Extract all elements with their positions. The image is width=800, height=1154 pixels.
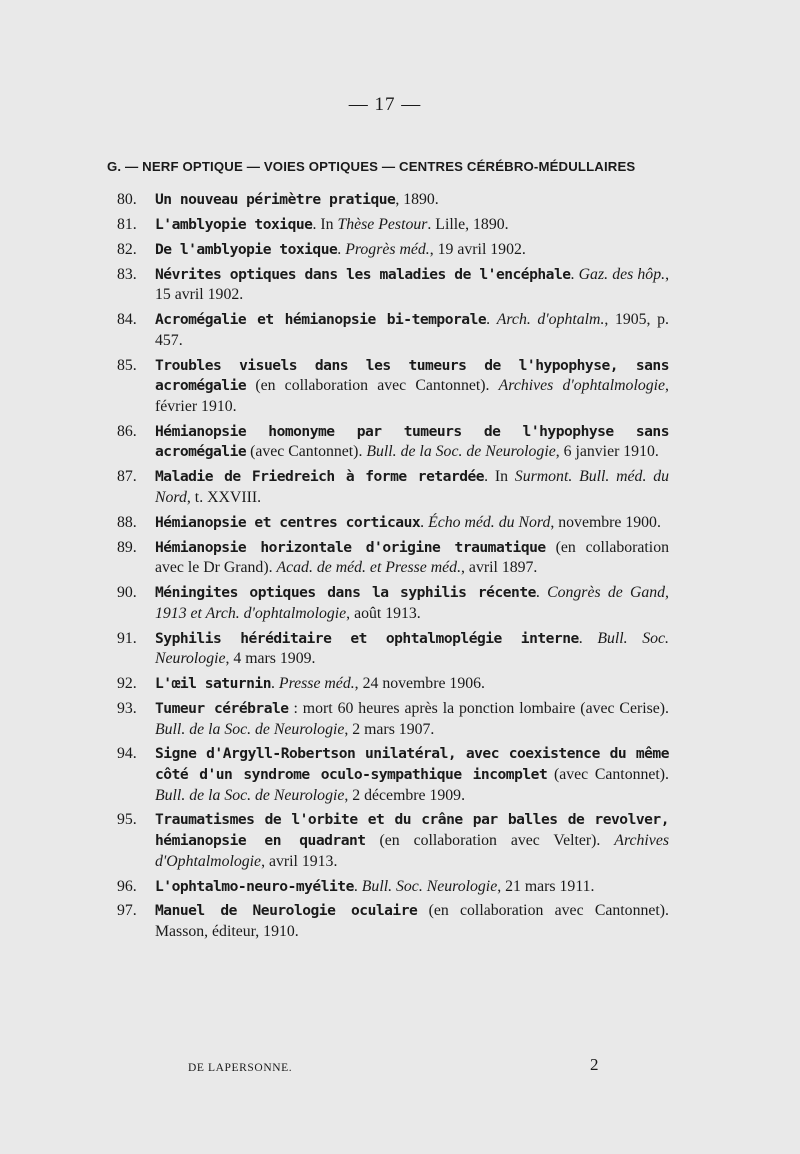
entry-source: Gaz. des hôp.: [578, 265, 666, 283]
list-item: [117, 744, 669, 806]
entry-number: 85.: [117, 356, 137, 374]
entry-text: (en collaboration avec Cantonnet). Masson, éditeur, 1910.: [155, 902, 669, 941]
entry-source: Bull. Soc. Neurologie: [155, 629, 669, 668]
list-item: [117, 467, 669, 508]
entry-number: 86.: [117, 422, 137, 440]
entry-title: Névrites optiques dans les maladies de l'encéphale: [155, 265, 571, 283]
entry-number: 84.: [117, 311, 137, 329]
entry-number: 93.: [117, 699, 137, 717]
entry-tail: , 1890.: [395, 191, 439, 208]
entry-number: 97.: [117, 902, 137, 920]
entry-text: . In: [484, 468, 515, 486]
entry-source: Acad. de méd. et Presse méd.: [276, 559, 462, 577]
entry-source: Écho méd. du Nord: [428, 513, 551, 531]
entry-title: L'ophtalmo-neuro-myélite: [155, 877, 354, 895]
entry-source: Bull. de la Soc. de Neurologie: [155, 786, 345, 804]
entry-source: Archives d'ophtalmologie: [498, 377, 666, 395]
entry-number: 90.: [117, 584, 137, 602]
entry-text: . In: [312, 215, 338, 233]
entry-text: (en collaboration avec le Dr Grand).: [155, 538, 669, 577]
entry-title: Traumatismes de l'orbite et du crâne par balles de revolver, hémianopsie en quadrant: [155, 811, 669, 850]
entry-tail: , 6 janvier 1910.: [555, 443, 659, 461]
entry-text: .: [578, 629, 598, 647]
entry-number: 81.: [117, 215, 137, 233]
entry-title: Signe d'Argyll-Robertson unilatéral, avec coexistence du même côté d'un syndrome oculo-sympathique incomplet: [155, 745, 669, 783]
entry-source: Bull. Soc. Neurologie: [361, 877, 498, 895]
entry-title: Hémianopsie homonyme par tumeurs de l'hypophyse sans acromégalie: [155, 422, 669, 461]
entry-title: Troubles visuels dans les tumeurs de l'hypophyse, sans acromégalie: [155, 356, 669, 395]
list-item: [117, 877, 669, 898]
entry-tail: , 2 décembre 1909.: [344, 786, 466, 804]
entry-source: Surmont. Bull. méd. du Nord: [155, 468, 669, 506]
entry-tail: , 4 mars 1909.: [225, 650, 316, 668]
entry-number: 96.: [117, 877, 137, 895]
section-heading: G. — NERF OPTIQUE — VOIES OPTIQUES — CENTRES CÉRÉBRO-MÉDULLAIRES: [107, 159, 636, 174]
entry-title: Hémianopsie horizontale d'origine traumatique: [155, 538, 546, 556]
entry-title: Acromégalie et hémianopsie bi-temporale: [155, 311, 487, 329]
entry-text: .: [337, 240, 346, 258]
list-item: [117, 356, 669, 418]
entry-title: De l'amblyopie toxique: [155, 240, 338, 258]
entry-title: Un nouveau périmètre pratique: [155, 191, 396, 208]
entry-text: (avec Cantonnet).: [246, 443, 367, 461]
list-item: [117, 901, 669, 942]
entry-source: Congrès de Gand, 1913 et Arch. d'ophtalmologie: [155, 584, 670, 622]
list-item: [117, 240, 669, 261]
list-item: [117, 538, 669, 579]
entry-text: (en collaboration avec Velter).: [365, 832, 615, 850]
list-item: [117, 215, 669, 236]
entry-number: 92.: [117, 675, 137, 693]
entry-title: Hémianopsie et centres corticaux: [155, 513, 421, 531]
entry-tail: , t. XXVIII.: [186, 488, 262, 506]
entry-title: Méningites optiques dans la syphilis récente: [155, 584, 536, 602]
bibliography-list: [117, 190, 669, 947]
entry-tail: , avril 1897.: [461, 559, 538, 577]
entry-number: 94.: [117, 745, 137, 763]
entry-title: Maladie de Friedreich à forme retardée: [155, 468, 485, 486]
list-item: [117, 810, 669, 872]
list-item: [117, 190, 669, 211]
list-item: [117, 674, 669, 695]
entry-title: Tumeur cérébrale: [155, 699, 289, 717]
entry-tail: , 19 avril 1902.: [429, 240, 526, 258]
list-item: [117, 699, 669, 740]
entry-tail: , août 1913.: [346, 604, 421, 622]
entry-text: (en collaboration avec Cantonnet).: [246, 377, 499, 395]
list-item: [117, 310, 669, 351]
entry-text: .: [271, 675, 279, 693]
entry-text: .: [353, 877, 362, 895]
entry-text: .: [486, 311, 497, 329]
page-number: — 17 —: [348, 94, 422, 115]
list-item: [117, 629, 669, 670]
entry-number: 89.: [117, 538, 137, 556]
entry-tail: , février 1910.: [155, 377, 669, 415]
entry-source: Bull. de la Soc. de Neurologie: [366, 443, 556, 461]
entry-number: 95.: [117, 811, 137, 829]
entry-number: 82.: [117, 240, 137, 258]
entry-tail: , novembre 1900.: [550, 513, 661, 531]
entry-text: .: [535, 584, 548, 602]
entry-source: Presse méd.: [278, 675, 355, 693]
entry-number: 87.: [117, 468, 137, 486]
entry-number: 88.: [117, 513, 137, 531]
list-item: [117, 422, 669, 463]
footer-author: DE LAPERSONNE.: [188, 1062, 293, 1074]
entry-number: 80.: [117, 191, 137, 208]
entry-tail: , 2 mars 1907.: [344, 720, 435, 738]
entry-tail: , 1905, p. 457.: [155, 311, 669, 349]
entry-title: L'amblyopie toxique: [155, 215, 313, 233]
entry-title: L'œil saturnin: [155, 675, 272, 693]
entry-source: Progrès méd.: [345, 240, 430, 258]
entry-number: 91.: [117, 629, 137, 647]
entry-text: : mort 60 heures après la ponction lombaire (avec Cerise).: [288, 699, 669, 717]
entry-source: Bull. de la Soc. de Neurologie: [155, 720, 345, 738]
list-item: [117, 265, 669, 306]
entry-source: Arch. d'ophtalm.: [496, 311, 605, 329]
list-item: [117, 513, 669, 534]
entry-source: Thèse Pestour: [337, 215, 428, 233]
entry-tail: . Lille, 1890.: [427, 215, 509, 233]
entry-text: .: [420, 513, 429, 531]
entry-number: 83.: [117, 265, 137, 283]
entry-text: .: [570, 265, 579, 283]
list-item: [117, 583, 669, 624]
entry-text: (avec Cantonnet).: [547, 766, 669, 783]
entry-tail: , avril 1913.: [261, 852, 338, 870]
entry-tail: , 21 mars 1911.: [497, 877, 595, 895]
entry-tail: , 24 novembre 1906.: [354, 675, 485, 693]
entry-title: Syphilis héréditaire et ophtalmoplégie interne: [155, 629, 579, 647]
entry-title: Manuel de Neurologie oculaire: [155, 902, 418, 920]
entry-source: Archives d'Ophtalmologie: [155, 832, 669, 870]
signature-mark: 2: [590, 1055, 599, 1074]
entry-tail: , 15 avril 1902.: [155, 265, 670, 304]
